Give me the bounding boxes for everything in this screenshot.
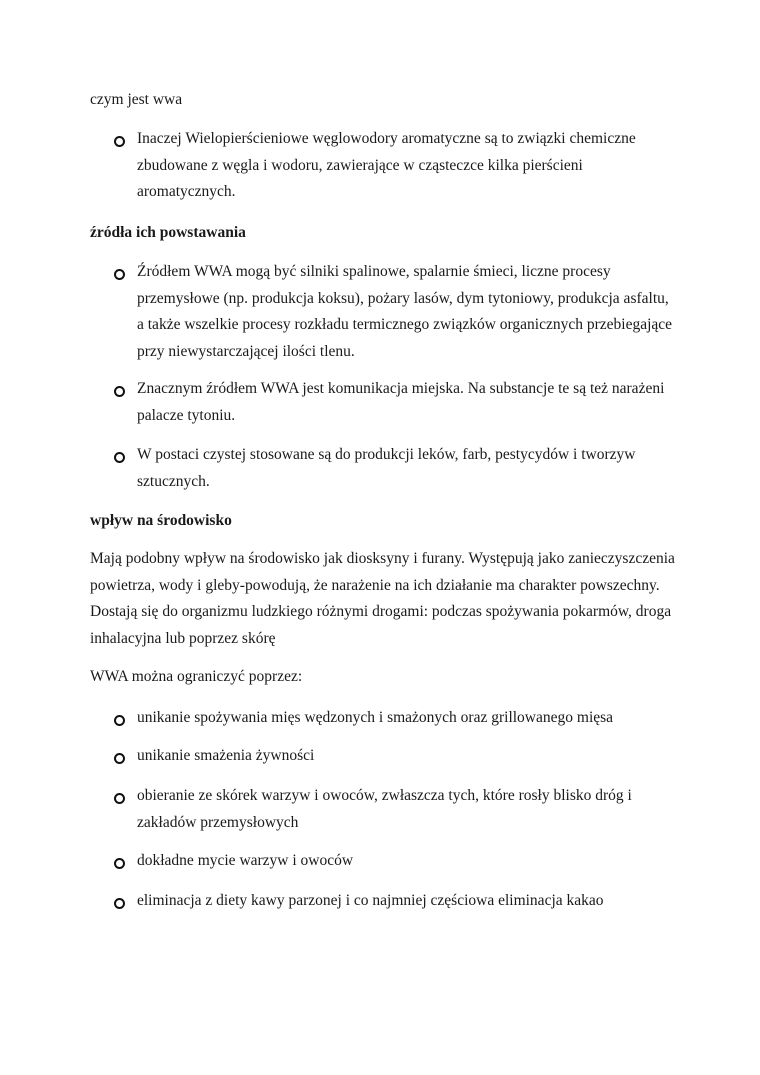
circle-bullet-icon bbox=[114, 898, 125, 909]
bullet-text: W postaci czystej stosowane są do produkcji leków, farb, pestycydów i tworzyw sztucznych. bbox=[137, 446, 636, 490]
bullet-text: unikanie spożywania mięs wędzonych i smażonych oraz grillowanego mięsa bbox=[137, 709, 614, 726]
limit-intro: WWA można ograniczyć poprzez: bbox=[90, 668, 303, 685]
bullet-text: unikanie smażenia żywności bbox=[137, 747, 315, 764]
bullet-text: Inaczej Wielopierścieniowe węglowodory aromatyczne są to związki chemiczne zbudowane z węgla i wodoru, zawierające w cząsteczce kilka pierścieni aromatycznych. bbox=[137, 130, 636, 200]
circle-bullet-icon bbox=[114, 136, 125, 147]
bullet-text: Znacznym źródłem WWA jest komunikacja miejska. Na substancje te są też narażeni palacze tytoniu. bbox=[137, 380, 665, 424]
circle-bullet-icon bbox=[114, 753, 125, 764]
bullet-text: dokładne mycie warzyw i owoców bbox=[137, 852, 354, 869]
circle-bullet-icon bbox=[114, 793, 125, 804]
bullet-text: obieranie ze skórek warzyw i owoców, zwłaszcza tych, które rosły blisko dróg i zakładów przemysłowych bbox=[137, 787, 632, 831]
bullet-text: Źródłem WWA mogą być silniki spalinowe, spalarnie śmieci, liczne procesy przemysłowe (np. produkcja koksu), pożary lasów, dym tytoniowy, produkcja asfaltu, a także wszelkie procesy rozkładu termicznego związków organicznych przebiegające przy niewystarczającej ilości tlenu. bbox=[137, 263, 673, 360]
sources-heading: źródła ich powstawania bbox=[90, 224, 246, 241]
impact-paragraph: Mają podobny wpływ na środowisko jak diosksyny i furany. Występują jako zanieczyszczenia powietrza, wody i gleby-powodują, że narażenie na ich działanie ma charakter powszechny. Dostają się do organizmu ludzkiego różnymi drogami: podczas spożywania pokarmów, droga inhalacyjna lub poprzez skórę bbox=[90, 550, 675, 647]
circle-bullet-icon bbox=[114, 715, 125, 726]
circle-bullet-icon bbox=[114, 269, 125, 280]
circle-bullet-icon bbox=[114, 386, 125, 397]
intro-title: czym jest wwa bbox=[90, 91, 183, 108]
circle-bullet-icon bbox=[114, 858, 125, 869]
bullet-text: eliminacja z diety kawy parzonej i co najmniej częściowa eliminacja kakao bbox=[137, 892, 604, 909]
impact-heading: wpływ na środowisko bbox=[90, 512, 232, 529]
circle-bullet-icon bbox=[114, 452, 125, 463]
